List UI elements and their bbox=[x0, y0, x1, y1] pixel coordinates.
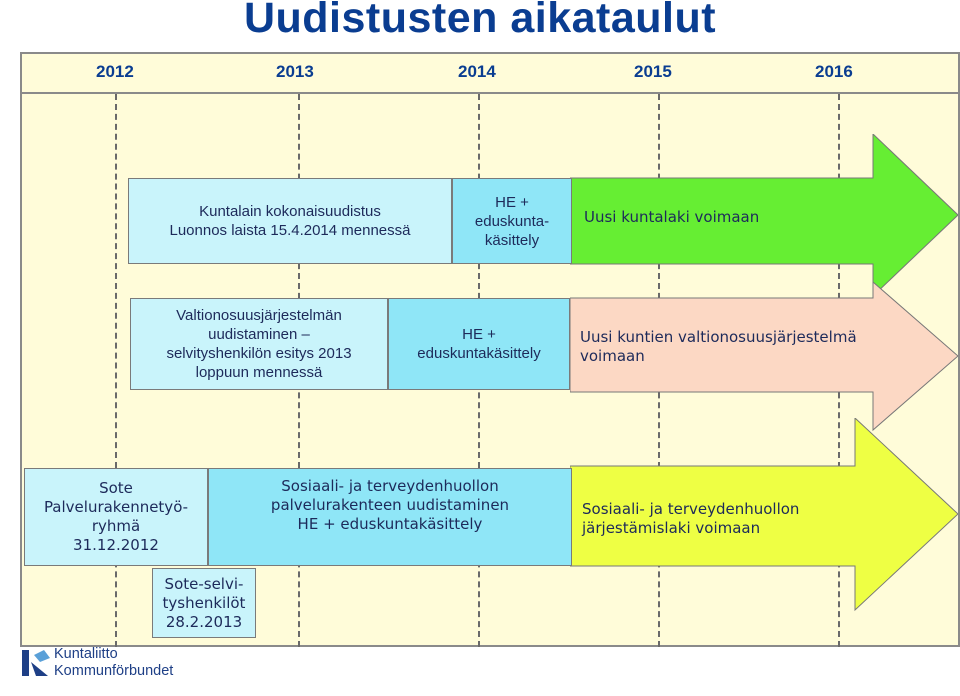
page-title: Uudistusten aikataulut bbox=[243, 0, 717, 42]
year-2012: 2012 bbox=[96, 62, 134, 81]
row2-mid-box: HE + eduskuntakäsittely bbox=[388, 298, 570, 390]
logo-line-1: Kuntaliitto bbox=[54, 646, 118, 662]
row1-arrow-text: Uusi kuntalaki voimaan bbox=[584, 208, 760, 226]
row3-left-box: Sote Palvelurakennetyö- ryhmä 31.12.2012 bbox=[24, 468, 208, 566]
row2-left-box: Valtionosuusjärjestelmän uudistaminen – selvityshenkilön esitys 2013 loppuun mennessä bbox=[130, 298, 388, 390]
row3-arrow-text: Sosiaali- ja terveydenhuollon järjestämislaki voimaan bbox=[582, 500, 800, 537]
row1-mid-box: HE + eduskunta- käsittely bbox=[452, 178, 572, 264]
kuntaliitto-logo-icon bbox=[22, 650, 52, 676]
year-header-row bbox=[20, 52, 960, 94]
row3-mid-box: Sosiaali- ja terveydenhuollon palvelurakenteen uudistaminen HE + eduskuntakäsittely bbox=[208, 468, 572, 566]
year-2014: 2014 bbox=[458, 62, 496, 81]
year-2013: 2013 bbox=[276, 62, 314, 81]
year-2015: 2015 bbox=[634, 62, 672, 81]
row2-arrow-text: Uusi kuntien valtionosuusjärjestelmä voimaan bbox=[580, 328, 857, 365]
year-2016: 2016 bbox=[815, 62, 853, 81]
row3-sub-box: Sote-selvi- tyshenkilöt 28.2.2013 bbox=[152, 568, 256, 638]
logo-line-2: Kommunförbundet bbox=[54, 663, 174, 679]
kuntaliitto-logo bbox=[22, 646, 222, 692]
row1-left-box: Kuntalain kokonaisuudistus Luonnos laista 15.4.2014 mennessä bbox=[128, 178, 452, 264]
